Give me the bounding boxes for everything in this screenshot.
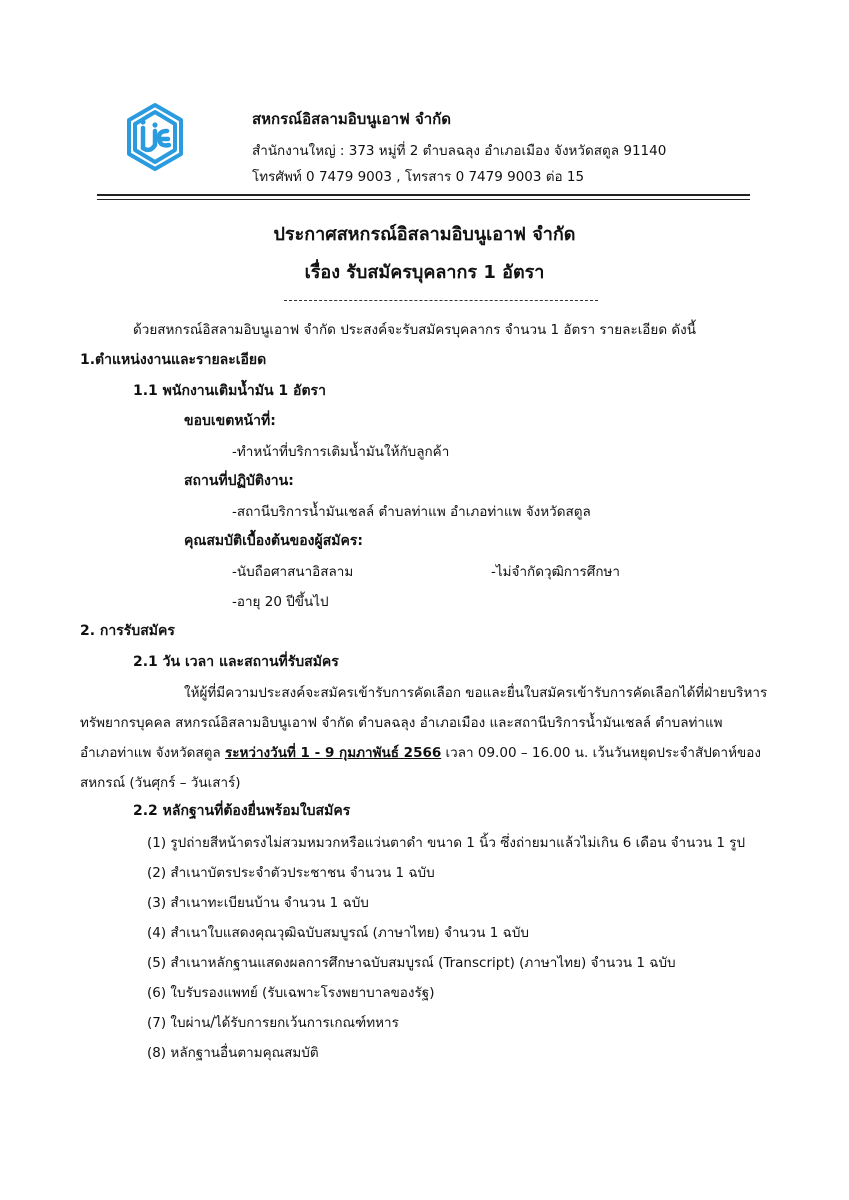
organization-name: สหกรณ์อิสลามอิบนูเอาฟ จำกัด — [252, 110, 451, 128]
title-dashed-divider — [284, 300, 598, 301]
section-2-2-heading: 2.2 หลักฐานที่ต้องยื่นพร้อมใบสมัคร — [133, 803, 351, 819]
application-paragraph-line: ทรัพยากรบุคคล สหกรณ์อิสลามอิบนูเอาฟ จำกัด ตำบลฉลุง อำเภอเมือง และสถานีบริการน้ำมันเชลล์ ตำบลท่าแพ — [80, 715, 723, 731]
section-2-heading: 2. การรับสมัคร — [80, 623, 175, 639]
organization-phone: โทรศัพท์ 0 7479 9003 , โทรสาร 0 7479 9003 ต่อ 15 — [252, 169, 585, 185]
paragraph-text: อำเภอท่าแพ จังหวัดสตูล — [80, 745, 225, 761]
qualification-item: -นับถือศาสนาอิสลาม — [232, 564, 354, 580]
section-1-heading: 1.ตำแหน่งงานและรายละเอียด — [80, 352, 267, 368]
qualifications-label: คุณสมบัติเบื้องต้นของผู้สมัคร: — [184, 533, 363, 549]
intro-paragraph: ด้วยสหกรณ์อิสลามอิบนูเอาฟ จำกัด ประสงค์จะรับสมัครบุคลากร จำนวน 1 อัตรา รายละเอียด ดังนี้ — [133, 322, 696, 338]
announcement-subject: เรื่อง รับสมัครบุคลากร 1 อัตรา — [304, 262, 545, 283]
document-item: (3) สำเนาทะเบียนบ้าน จำนวน 1 ฉบับ — [147, 895, 369, 911]
application-paragraph-line — [80, 741, 761, 763]
document-item: (7) ใบผ่าน/ได้รับการยกเว้นการเกณฑ์ทหาร — [147, 1015, 399, 1031]
application-paragraph-line: ให้ผู้ที่มีความประสงค์จะสมัครเข้ารับการคัดเลือก ขอและยื่นใบสมัครเข้ารับการคัดเลือกได้ที่ฝ่ายบริหาร — [184, 685, 768, 701]
qualification-item: -ไม่จำกัดวุฒิการศึกษา — [491, 564, 620, 580]
header-divider-thin — [97, 199, 750, 200]
section-2-1-heading: 2.1 วัน เวลา และสถานที่รับสมัคร — [133, 654, 339, 670]
scope-value: -ทำหน้าที่บริการเติมน้ำมันให้กับลูกค้า — [232, 444, 450, 460]
header-divider-thick — [97, 194, 750, 196]
qualification-item: -อายุ 20 ปีขึ้นไป — [232, 594, 329, 610]
document-item: (8) หลักฐานอื่นตามคุณสมบัติ — [147, 1045, 319, 1061]
scope-label: ขอบเขตหน้าที่: — [184, 413, 276, 429]
workplace-label: สถานที่ปฏิบัติงาน: — [184, 473, 294, 489]
document-item: (1) รูปถ่ายสีหน้าตรงไม่สวมหมวกหรือแว่นตาดำ ขนาด 1 นิ้ว ซึ่งถ่ายมาแล้วไม่เกิน 6 เดือน จำนวน 1 รูป — [147, 835, 746, 851]
organization-address: สำนักงานใหญ่ : 373 หมู่ที่ 2 ตำบลฉลุง อำเภอเมือง จังหวัดสตูล 91140 — [252, 143, 667, 159]
cooperative-logo-icon — [124, 101, 186, 173]
document-item: (4) สำเนาใบแสดงคุณวุฒิฉบับสมบูรณ์ (ภาษาไทย) จำนวน 1 ฉบับ — [147, 925, 529, 941]
application-period: ระหว่างวันที่ 1 - 9 กุมภาพันธ์ 2566 — [225, 745, 442, 761]
paragraph-text: เวลา 09.00 – 16.00 น. เว้นวันหยุดประจำสัปดาห์ของ — [441, 745, 761, 761]
document-item: (2) สำเนาบัตรประจำตัวประชาชน จำนวน 1 ฉบับ — [147, 865, 435, 881]
workplace-value: -สถานีบริการน้ำมันเชลล์ ตำบลท่าแพ อำเภอท่าแพ จังหวัดสตูล — [232, 504, 591, 520]
document-item: (5) สำเนาหลักฐานแสดงผลการศึกษาฉบับสมบูรณ์ (Transcript) (ภาษาไทย) จำนวน 1 ฉบับ — [147, 955, 676, 971]
announcement-title: ประกาศสหกรณ์อิสลามอิบนูเอาฟ จำกัด — [273, 224, 576, 245]
application-paragraph-line: สหกรณ์ (วันศุกร์ – วันเสาร์) — [80, 775, 241, 791]
document-item: (6) ใบรับรองแพทย์ (รับเฉพาะโรงพยาบาลของรัฐ) — [147, 985, 435, 1001]
section-1-1-heading: 1.1 พนักงานเติมน้ำมัน 1 อัตรา — [133, 383, 326, 399]
